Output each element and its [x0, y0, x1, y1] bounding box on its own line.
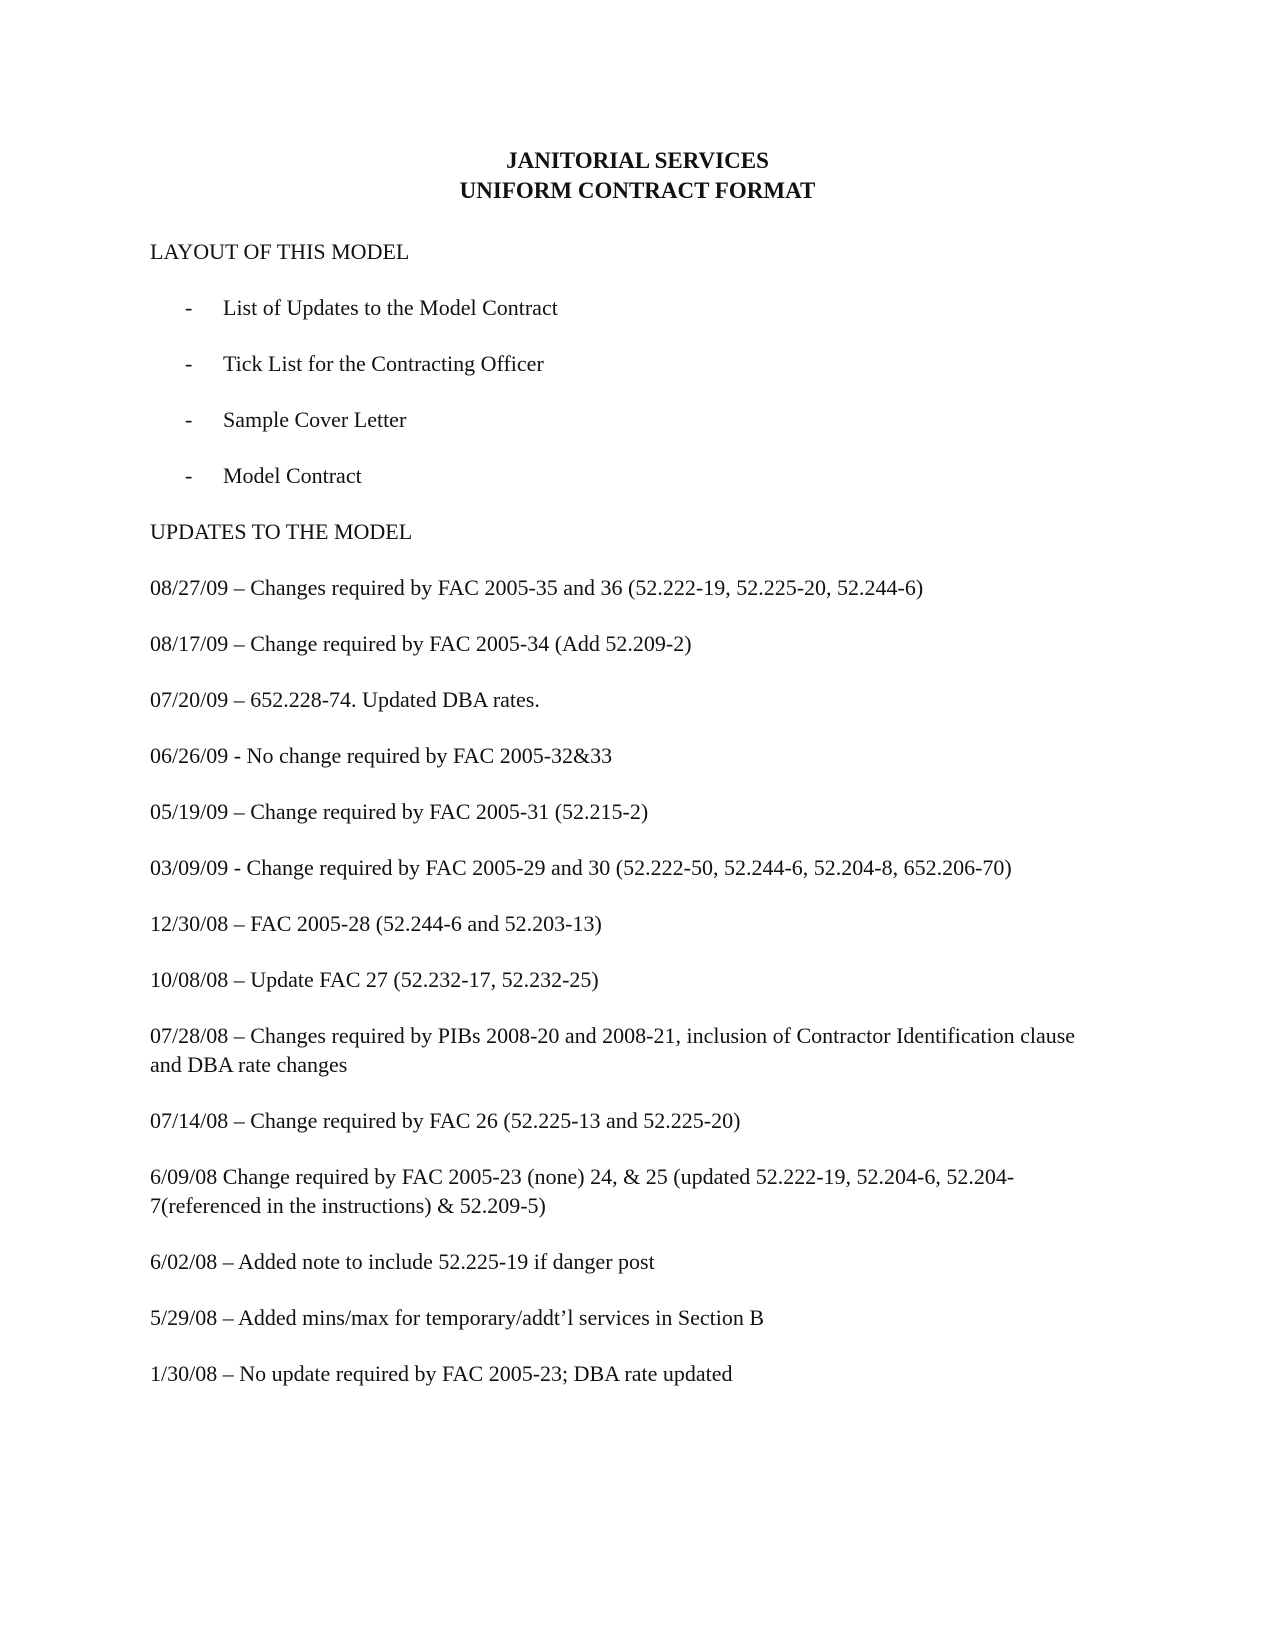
layout-item — [150, 405, 1100, 434]
list-dash: - — [185, 463, 193, 488]
update-entry: 12/30/08 – FAC 2005-28 (52.244-6 and 52.203-13) — [150, 911, 602, 936]
list-dash: - — [185, 295, 193, 320]
layout-heading: LAYOUT OF THIS MODEL — [150, 239, 410, 264]
document-title — [0, 146, 1275, 206]
update-entry: 10/08/08 – Update FAC 27 (52.232-17, 52.232-25) — [150, 967, 599, 992]
update-entry: 6/09/08 Change required by FAC 2005-23 (none) 24, & 25 (updated 52.222-19, 52.204-6, 52.204-7(referenced in the instructions) & 52.209-5) — [150, 1164, 1015, 1218]
update-entry: 03/09/09 - Change required by FAC 2005-29 and 30 (52.222-50, 52.244-6, 52.204-8, 652.206-70) — [150, 855, 1012, 880]
update-entry: 6/02/08 – Added note to include 52.225-19 if danger post — [150, 1249, 655, 1274]
update-entry: 08/27/09 – Changes required by FAC 2005-35 and 36 (52.222-19, 52.225-20, 52.244-6) — [150, 575, 924, 600]
update-entry: 1/30/08 – No update required by FAC 2005-23; DBA rate updated — [150, 1361, 733, 1386]
list-dash: - — [185, 407, 193, 432]
list-dash: - — [185, 351, 193, 376]
update-entry: 07/14/08 – Change required by FAC 26 (52.225-13 and 52.225-20) — [150, 1108, 741, 1133]
updates-list — [150, 573, 1100, 1388]
layout-item-label: Sample Cover Letter — [223, 407, 407, 432]
update-entry: 08/17/09 – Change required by FAC 2005-34 (Add 52.209-2) — [150, 631, 692, 656]
update-entry: 5/29/08 – Added mins/max for temporary/addt’l services in Section B — [150, 1305, 765, 1330]
update-entry: 05/19/09 – Change required by FAC 2005-31 (52.215-2) — [150, 799, 649, 824]
update-entry: 06/26/09 - No change required by FAC 2005-32&33 — [150, 743, 613, 768]
title-line-2: UNIFORM CONTRACT FORMAT — [459, 178, 816, 203]
document-body — [150, 237, 1100, 1388]
layout-item-label: List of Updates to the Model Contract — [223, 295, 558, 320]
update-entry: 07/28/08 – Changes required by PIBs 2008-20 and 2008-21, inclusion of Contractor Identification clause and DBA rate changes — [150, 1023, 1076, 1077]
title-line-1: JANITORIAL SERVICES — [506, 148, 769, 173]
layout-item — [150, 349, 1100, 378]
update-entry: 07/20/09 – 652.228-74. Updated DBA rates. — [150, 687, 540, 712]
layout-item-label: Model Contract — [223, 463, 362, 488]
layout-list — [150, 293, 1100, 490]
layout-item — [150, 293, 1100, 322]
updates-heading: UPDATES TO THE MODEL — [150, 519, 413, 544]
layout-item — [150, 461, 1100, 490]
layout-item-label: Tick List for the Contracting Officer — [223, 351, 544, 376]
